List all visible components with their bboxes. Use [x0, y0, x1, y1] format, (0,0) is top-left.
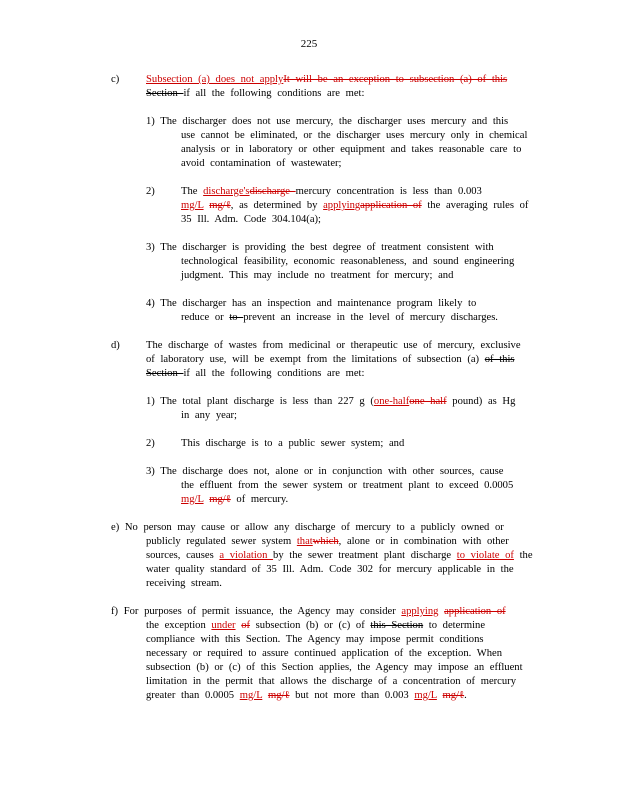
inserted-text: under: [211, 620, 236, 631]
inserted-text: applying: [323, 200, 361, 211]
inserted-text: a violation: [219, 550, 274, 561]
text-run: sources, causes: [146, 550, 220, 561]
text-run: the averaging rules of: [421, 200, 529, 211]
inserted-text: mg/L: [414, 690, 437, 701]
deleted-text: Section: [146, 88, 184, 99]
text-run: greater than 0.0005: [146, 690, 240, 701]
section-d-item-1-label: 1) The total plant discharge is less than 227 g (: [146, 396, 374, 407]
inserted-text: discharge's: [203, 186, 250, 197]
text-run: but not more than 0.003: [289, 690, 415, 701]
section-c-item-4-line: [181, 311, 498, 325]
deleted-text: to: [229, 312, 244, 323]
deleted-text: this Section: [370, 620, 424, 631]
section-c-item-1-line: use cannot be eliminated, or the discharger uses mercury only in chemical: [181, 130, 528, 141]
section-e-line-5: receiving stream.: [146, 578, 222, 589]
section-d-line-1: The discharge of wastes from medicinal or therapeutic use of mercury, exclusive: [146, 340, 521, 351]
deleted-text: discharge: [249, 186, 296, 197]
deleted-text: application of: [444, 606, 506, 617]
text-run: , as determined by: [230, 200, 324, 211]
text-run: prevent an increase in the level of mercury discharges.: [243, 312, 498, 323]
section-c-item-4-label: 4) The discharger has an inspection and maintenance program likely to: [146, 298, 477, 309]
page-number: 225: [300, 38, 318, 50]
section-c-item-3-line: judgment. This may include no treatment for mercury; and: [181, 270, 454, 281]
section-d-item-1-line: in any year;: [181, 410, 238, 421]
text-run: by the sewer treatment plant discharge: [273, 550, 457, 561]
text-run: the: [513, 550, 533, 561]
deleted-text: Section: [146, 368, 184, 379]
text-run: , alone or in combination with other: [338, 536, 509, 547]
inserted-text: mg/L: [181, 494, 204, 505]
section-d-item-3-line: the effluent from the sewer system or treatment plant to exceed 0.0005: [181, 480, 514, 491]
section-d-label: d): [111, 340, 120, 351]
deleted-text: mg/ℓ: [267, 690, 290, 701]
section-e-line-3: [146, 549, 533, 563]
section-e-line-4: water quality standard of 35 Ill. Adm. Code 302 for mercury applicable in the: [146, 564, 514, 575]
inserted-text: that: [296, 536, 313, 547]
deleted-text: which: [312, 536, 339, 547]
section-c-item-2-line: [181, 199, 528, 213]
deleted-text: mg/ℓ: [209, 494, 231, 505]
section-c-item-3-line: technological feasibility, economic reasonableness, and sound engineering: [181, 256, 515, 267]
text-run: f) For purposes of permit issuance, the Agency may consider: [111, 606, 402, 617]
text-run: reduce or: [181, 312, 230, 323]
section-d-line-2: [146, 353, 515, 367]
text-run: if all the following conditions are met:: [183, 368, 365, 379]
section-f-line-2: [146, 619, 485, 633]
section-d-item-2-label: 2): [146, 438, 155, 449]
section-f-line-7: [146, 689, 467, 703]
inserted-text: applying: [401, 606, 439, 617]
section-f-line-1: [111, 605, 506, 619]
inserted-text: Subsection (a) does not apply: [146, 74, 284, 85]
section-c-label: c): [111, 74, 120, 85]
section-c-line-1: [146, 73, 507, 87]
section-c-item-1-line: avoid contamination of wastewater;: [181, 158, 342, 169]
section-d-item-3-label: 3) The discharge does not, alone or in conjunction with other sources, cause: [146, 466, 504, 477]
text-run: the exception: [146, 620, 212, 631]
section-f-line-5: subsection (b) or (c) of this Section applies, the Agency may impose an effluent: [146, 662, 523, 673]
inserted-text: mg/L: [239, 690, 263, 701]
text-run: if all the following conditions are met:: [183, 88, 365, 99]
text-run: mercury concentration is less than 0.003: [295, 186, 482, 197]
text-run: of laboratory use, will be exempt from the limitations of subsection (a): [146, 354, 485, 365]
section-d-item-1: [146, 395, 515, 409]
section-d-line-3: [146, 367, 364, 381]
section-c-item-3-label: 3) The discharger is providing the best degree of treatment consistent with: [146, 242, 494, 253]
text-run: The: [181, 186, 204, 197]
deleted-text: of: [241, 620, 251, 631]
section-d-item-1-insert: one-half: [373, 396, 410, 407]
section-c-item-2-line: [181, 185, 482, 199]
section-d-item-2-line: This discharge is to a public sewer system; and: [181, 438, 405, 449]
section-f-line-6: limitation in the permit that allows the discharge of a concentration of mercury: [146, 676, 516, 687]
deleted-text: mg/ℓ: [209, 200, 231, 211]
text-run: subsection (b) or (c) of: [250, 620, 371, 631]
text-run: of mercury.: [230, 494, 289, 505]
section-c-item-2-line: 35 Ill. Adm. Code 304.104(a);: [181, 214, 321, 225]
deleted-text: It will be an exception to subsection (a) of this: [283, 74, 508, 85]
inserted-text: to violate of: [456, 550, 514, 561]
section-c-item-2-label: 2): [146, 186, 155, 197]
deleted-text: application of: [360, 200, 422, 211]
section-f-line-3: compliance with this Section. The Agency may impose permit conditions: [146, 634, 484, 645]
section-f-line-4: necessary or required to assure continued application of the exception. When: [146, 648, 503, 659]
text-run: publicly regulated sewer system: [146, 536, 297, 547]
section-e-line-2: [146, 535, 509, 549]
deleted-text: of this: [484, 354, 515, 365]
section-c-item-1-line: analysis or in laboratory or other equipment and takes reasonable care to: [181, 144, 522, 155]
section-e-line-1: e) No person may cause or allow any discharge of mercury to a publicly owned or: [111, 522, 504, 533]
text-run: .: [464, 690, 467, 701]
section-d-item-1-tail: pound) as Hg: [446, 396, 516, 407]
section-d-item-1-delete: one half: [409, 396, 447, 407]
deleted-text: mg/ℓ: [442, 690, 465, 701]
inserted-text: mg/L: [181, 200, 204, 211]
text-run: to determine: [423, 620, 486, 631]
section-d-item-3-line: [181, 493, 288, 507]
section-c-item-1-label: 1) The discharger does not use mercury, the discharger uses mercury and this: [146, 116, 509, 127]
section-c-line-2: [146, 87, 364, 101]
